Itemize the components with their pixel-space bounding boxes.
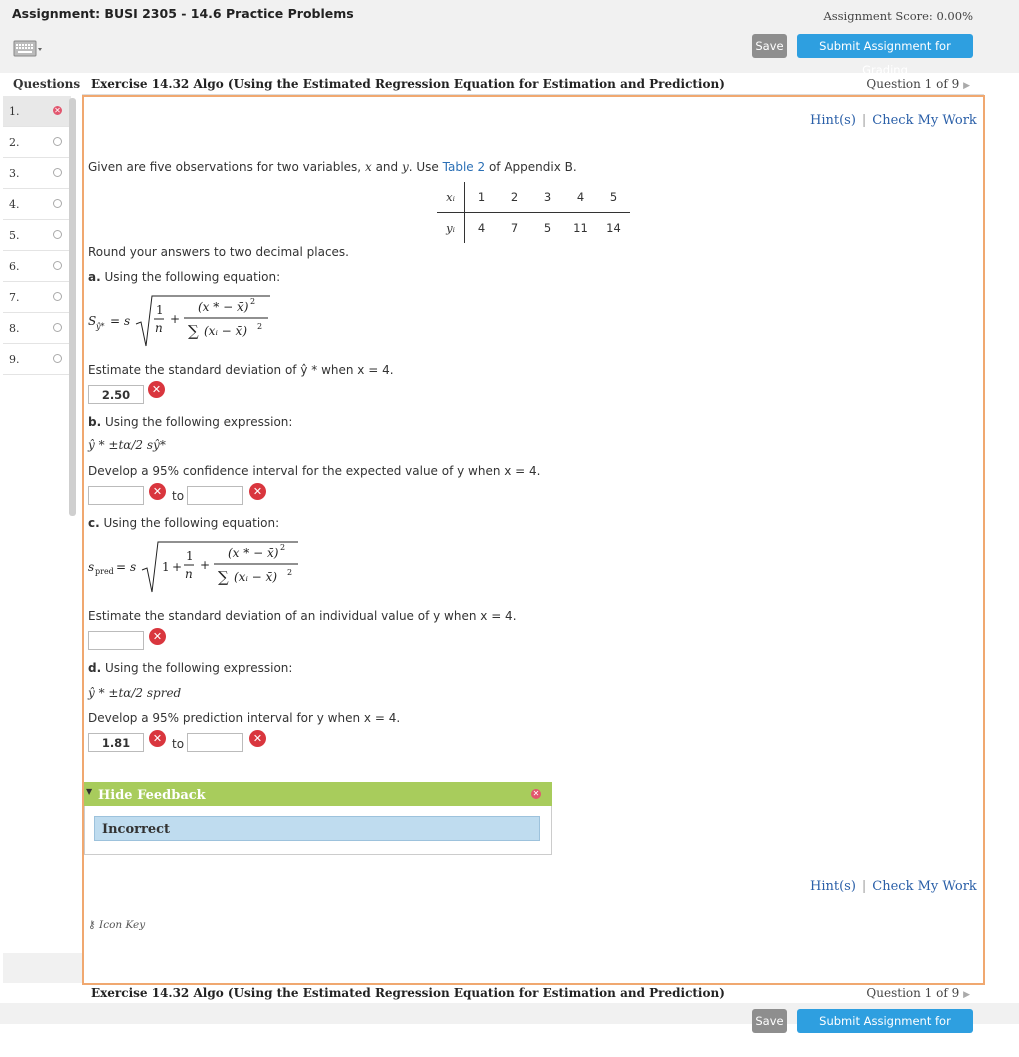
question-item[interactable] <box>3 282 71 313</box>
question-item[interactable] <box>3 96 71 127</box>
question-item[interactable] <box>3 127 71 158</box>
part-a-question: Estimate the standard deviation of ŷ * when x = 4. <box>88 363 394 377</box>
svg-text:(x * − x̄): (x * − x̄) <box>228 546 279 560</box>
collapse-triangle-icon[interactable]: ▼ <box>86 787 93 796</box>
svg-text:∑: ∑ <box>188 322 199 340</box>
svg-text:+: + <box>200 558 211 572</box>
check-my-work-link[interactable]: Check My Work <box>872 879 977 894</box>
save-button[interactable]: Save <box>752 34 787 58</box>
question-number: 3. <box>9 167 20 180</box>
data-table <box>437 182 630 243</box>
intro-text: Given are five observations for two variables, x and y. Use Table 2 of Appendix B. <box>88 160 577 174</box>
part-c-prompt: c. Using the following equation: <box>88 516 280 530</box>
part-d-lower-input[interactable]: 1.81 <box>88 733 144 752</box>
svg-text:=: = <box>110 314 121 328</box>
part-b-lower-input[interactable] <box>88 486 144 505</box>
svg-text:s: s <box>130 560 137 574</box>
part-d-expression: ŷ * ±tα/2 spred <box>88 686 182 700</box>
part-b-question: Develop a 95% confidence interval for the expected value of y when x = 4. <box>88 464 541 478</box>
part-b-expression: ŷ * ±tα/2 sŷ* <box>88 438 166 452</box>
submit-assignment-button-bottom[interactable]: Submit Assignment for Grading <box>797 1009 973 1033</box>
question-number: 1. <box>9 105 20 118</box>
unanswered-status-icon <box>53 199 62 208</box>
question-item[interactable] <box>3 189 71 220</box>
var-x: x <box>364 160 372 174</box>
question-item[interactable] <box>3 220 71 251</box>
icon-key[interactable]: ⚷ Icon Key <box>88 919 146 931</box>
unanswered-status-icon <box>53 168 62 177</box>
incorrect-icon: ✕ <box>249 730 266 747</box>
exercise-title-footer: Exercise 14.32 Algo (Using the Estimated Regression Equation for Estimation and Prediction) <box>91 986 725 1000</box>
svg-text:2: 2 <box>250 297 256 306</box>
hide-feedback-toggle[interactable]: Hide Feedback <box>98 788 206 803</box>
svg-text:s: s <box>88 560 95 574</box>
part-c-question: Estimate the standard deviation of an individual value of y when x = 4. <box>88 609 517 623</box>
round-note: Round your answers to two decimal places. <box>88 245 349 259</box>
svg-text:1: 1 <box>162 560 170 574</box>
scrollbar[interactable] <box>69 98 76 516</box>
question-number: 9. <box>9 353 20 366</box>
question-item[interactable] <box>3 313 71 344</box>
table-row-x: xᵢ 1 2 3 4 5 <box>437 182 630 213</box>
unanswered-status-icon <box>53 261 62 270</box>
check-my-work-link[interactable]: Check My Work <box>872 113 977 128</box>
table-row-y: yᵢ 4 7 5 11 14 <box>437 213 630 243</box>
feedback-result: Incorrect <box>94 816 540 841</box>
formula-s-yhat <box>86 290 286 358</box>
svg-text:(x * − x̄): (x * − x̄) <box>198 300 249 314</box>
svg-text:n: n <box>155 321 163 335</box>
question-item[interactable] <box>3 344 71 375</box>
incorrect-icon: ✕ <box>149 483 166 500</box>
svg-text:1: 1 <box>186 549 194 563</box>
unanswered-status-icon <box>53 137 62 146</box>
unanswered-status-icon <box>53 354 62 363</box>
hint-links-bottom: Hint(s) | Check My Work <box>810 879 977 894</box>
part-a-prompt: a. Using the following equation: <box>88 270 281 284</box>
question-number: 7. <box>9 291 20 304</box>
incorrect-icon: ✕ <box>149 628 166 645</box>
unanswered-status-icon <box>53 323 62 332</box>
assignment-title: Assignment: BUSI 2305 - 14.6 Practice Problems <box>12 6 354 21</box>
next-arrow-icon[interactable]: ▶ <box>963 990 970 1000</box>
bottom-panel <box>3 953 82 983</box>
question-item[interactable] <box>3 251 71 282</box>
svg-text:ŷ*: ŷ* <box>96 322 105 331</box>
question-position-footer[interactable]: Question 1 of 9 ▶ <box>866 986 970 1000</box>
question-number: 2. <box>9 136 20 149</box>
svg-text:2: 2 <box>280 543 286 552</box>
to-label: to <box>172 737 185 751</box>
hints-link[interactable]: Hint(s) <box>810 879 856 894</box>
question-number: 5. <box>9 229 20 242</box>
close-icon[interactable]: ✕ <box>532 789 540 798</box>
svg-text:S: S <box>88 314 97 328</box>
incorrect-status-icon: ✕ <box>54 106 61 115</box>
part-b-upper-input[interactable] <box>187 486 243 505</box>
table-link[interactable]: Table 2 <box>442 160 486 174</box>
part-d-prompt: d. Using the following expression: <box>88 661 293 675</box>
svg-text:2: 2 <box>257 322 263 331</box>
next-arrow-icon[interactable]: ▶ <box>963 81 970 91</box>
unanswered-status-icon <box>53 292 62 301</box>
incorrect-icon: ✕ <box>148 381 165 398</box>
question-list <box>3 96 71 375</box>
questions-heading: Questions <box>13 77 81 91</box>
question-number: 4. <box>9 198 20 211</box>
part-d-upper-input[interactable] <box>187 733 243 752</box>
formula-s-pred <box>86 536 306 604</box>
svg-text:∑: ∑ <box>218 568 229 586</box>
part-a-answer-input[interactable]: 2.50 <box>88 385 144 404</box>
save-button-bottom[interactable]: Save <box>752 1009 787 1033</box>
exercise-title: Exercise 14.32 Algo (Using the Estimated Regression Equation for Estimation and Prediction) <box>91 77 725 91</box>
svg-text:+: + <box>170 312 181 326</box>
to-label: to <box>172 489 185 503</box>
question-item[interactable] <box>3 158 71 189</box>
part-b-prompt: b. Using the following expression: <box>88 415 293 429</box>
svg-text:=: = <box>116 560 127 574</box>
incorrect-icon: ✕ <box>249 483 266 500</box>
svg-text:+: + <box>172 560 183 574</box>
hints-link[interactable]: Hint(s) <box>810 113 856 128</box>
part-d-question: Develop a 95% prediction interval for y when x = 4. <box>88 711 401 725</box>
svg-text:(xᵢ − x̄): (xᵢ − x̄) <box>204 324 247 338</box>
question-position[interactable]: Question 1 of 9 ▶ <box>866 77 970 91</box>
svg-text:pred: pred <box>95 567 114 576</box>
hint-links-top: Hint(s) | Check My Work <box>810 113 977 128</box>
submit-assignment-button[interactable]: Submit Assignment for Grading <box>797 34 973 58</box>
svg-text:1: 1 <box>156 303 164 317</box>
unanswered-status-icon <box>53 230 62 239</box>
assignment-score: Assignment Score: 0.00% <box>823 9 973 23</box>
svg-text:s: s <box>124 314 131 328</box>
part-c-answer-input[interactable] <box>88 631 144 650</box>
question-number: 8. <box>9 322 20 335</box>
key-icon: ⚷ <box>88 919 96 931</box>
incorrect-icon: ✕ <box>149 730 166 747</box>
question-number: 6. <box>9 260 20 273</box>
var-y: y <box>401 160 409 174</box>
svg-text:(xᵢ − x̄): (xᵢ − x̄) <box>234 570 277 584</box>
keyboard-icon[interactable] <box>13 38 43 60</box>
svg-text:n: n <box>185 567 193 581</box>
svg-text:2: 2 <box>287 568 293 577</box>
